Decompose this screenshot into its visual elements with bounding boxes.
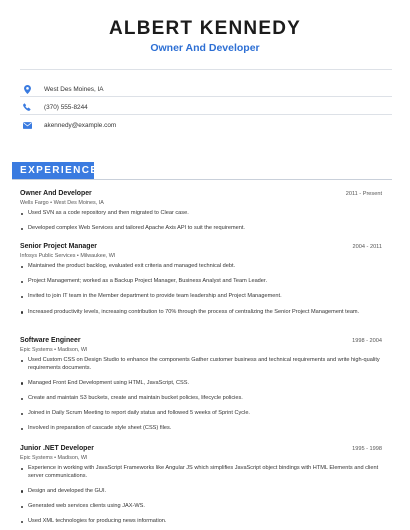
bullet-item: Used Custom CSS on Design Studio to enhance the components Gather customer business and technical requirements and write high-quality requirements documents. <box>20 357 382 372</box>
job-company: Infosys Public Services <box>20 253 76 259</box>
contact-phone <box>20 100 380 114</box>
contact-divider <box>20 96 392 97</box>
job-company: Epic Systems <box>20 455 53 461</box>
bullet-item: Create and maintain S3 buckets, create and maintain bucket policies, lifecycle policies. <box>20 395 382 403</box>
experience-divider <box>12 179 392 180</box>
job-company: Epic Systems <box>20 347 53 353</box>
resume-title: Owner And Developer <box>150 42 260 54</box>
bullet-item: Increased productivity levels, increasing contribution to 70% through the process of centralizing the Senior Project Management team. <box>20 309 382 317</box>
job-bullets <box>20 210 382 233</box>
contact-email <box>20 118 380 132</box>
bullet-item: Experience in working with JavaScript Frameworks like Angular JS which simplifies JavaScript object bindings with HTML Elements and client server communications. <box>20 465 382 480</box>
job-location: Milwaukee, WI <box>80 253 116 259</box>
experience-heading: EXPERIENCE <box>12 162 94 179</box>
contact-divider <box>20 114 392 115</box>
job-title: Junior .NET Developer <box>20 445 94 452</box>
bullet-item: Design and developed the GUI. <box>20 488 382 496</box>
job-company-line: Epic Systems • Madison, WI <box>20 455 88 461</box>
bullet-item: Project Management; worked as a Backup Project Manager, Business Analyst and Team Leader. <box>20 278 382 286</box>
bullet-item: Managed Front End Development using HTML, JavaScript, CSS. <box>20 380 382 388</box>
bullet-item: Maintained the product backlog, evaluated exit criteria and managed technical debt. <box>20 263 382 271</box>
bullet-item: Generated web services clients using JAX-WS. <box>20 503 382 511</box>
job-entry <box>20 337 382 441</box>
job-dates: 1995 - 1998 <box>352 446 382 452</box>
job-entry <box>20 445 382 530</box>
header-divider <box>20 69 392 70</box>
bullet-item: Used SVN as a code repository and then migrated to Clear case. <box>20 210 382 218</box>
job-company-line: Infosys Public Services • Milwaukee, WI <box>20 253 116 259</box>
bullet-item: Invited to join IT team in the Member department to provide team leadership and Project Management. <box>20 293 382 301</box>
job-location: Madison, WI <box>57 455 88 461</box>
bullet-item: Joined in Daily Scrum Meeting to report daily status and followed 5 weeks of Sprint Cycle. <box>20 410 382 418</box>
contact-location-text: West Des Moines, IA <box>44 85 104 93</box>
job-title: Senior Project Manager <box>20 243 97 250</box>
job-dates: 1998 - 2004 <box>352 338 382 344</box>
location-pin-icon <box>20 82 34 96</box>
bullet-item: Used XML technologies for producing news information. <box>20 518 382 526</box>
bullet-item: Involved in preparation of cascade style sheet (CSS) files. <box>20 425 382 433</box>
job-entry <box>20 243 382 324</box>
email-icon <box>20 118 34 132</box>
bullet-item: Developed complex Web Services and tailored Apache Axis API to suit the requirement. <box>20 225 382 233</box>
job-entry <box>20 190 382 240</box>
job-company: Wells Fargo <box>20 200 49 206</box>
job-bullets <box>20 263 382 316</box>
job-title: Software Engineer <box>20 337 81 344</box>
phone-icon <box>20 100 34 114</box>
contact-phone-text: (370) 555-8244 <box>44 103 88 111</box>
job-location: West Des Moines, IA <box>53 200 104 206</box>
job-location: Madison, WI <box>57 347 88 353</box>
job-company-line: Epic Systems • Madison, WI <box>20 347 88 353</box>
contact-email-text: akennedy@example.com <box>44 121 117 129</box>
job-bullets <box>20 357 382 433</box>
contact-location <box>20 82 380 96</box>
job-bullets <box>20 465 382 526</box>
job-title: Owner And Developer <box>20 190 92 197</box>
resume-name: ALBERT KENNEDY <box>108 18 302 39</box>
job-dates: 2004 - 2011 <box>352 244 382 250</box>
job-company-line: Wells Fargo • West Des Moines, IA <box>20 200 104 206</box>
job-dates: 2011 - Present <box>345 191 382 197</box>
